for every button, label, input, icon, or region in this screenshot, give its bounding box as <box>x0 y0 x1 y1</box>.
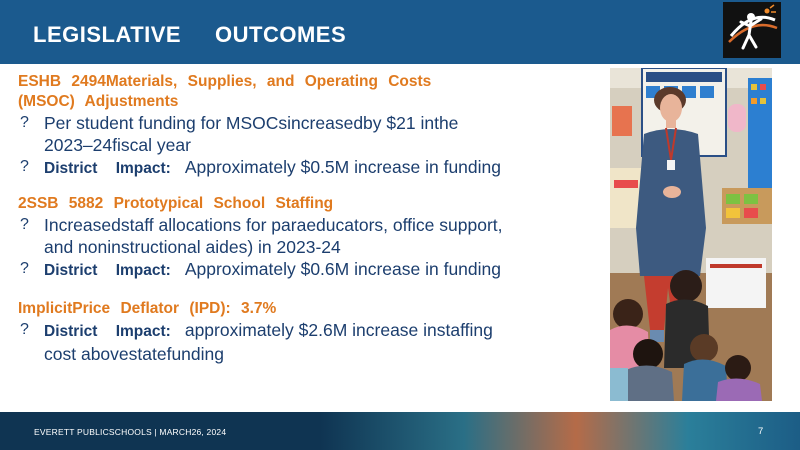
district-impact-label: District Impact: <box>44 262 171 279</box>
section-heading: 2SSB 5882 Prototypical School Staffing <box>18 195 334 212</box>
footer-org-date: EVERETT PUBLICSCHOOLS | MARCH26, 2024 <box>34 427 227 437</box>
bullet-marker-icon: ? <box>20 260 29 277</box>
bullet-text: Per student funding for MSOCsincreasedby $21 inthe <box>44 113 459 133</box>
bullet-marker-icon: ? <box>20 158 29 175</box>
slide-content <box>18 72 608 365</box>
district-impact-item <box>18 319 608 365</box>
bullet-marker-icon: ? <box>20 321 29 338</box>
logo-figure-icon <box>723 2 781 58</box>
footer-bar <box>0 412 800 450</box>
bullet-text-continued: and noninstructional aides) in 2023-24 <box>44 237 341 257</box>
district-impact-text: Approximately $0.5M increase in funding <box>184 157 501 177</box>
section-heading: ESHB 2494Materials, Supplies, and Operating Costs <box>18 73 432 90</box>
bullet-item <box>18 214 608 258</box>
district-impact-label: District Impact: <box>44 323 171 340</box>
classroom-teacher-image-icon <box>610 68 772 401</box>
section-ipd <box>18 299 608 365</box>
section-heading-continued: (MSOC) Adjustments <box>18 93 179 110</box>
slide-title-legislative: LEGISLATIVE <box>33 22 182 47</box>
bullet-item <box>18 112 608 156</box>
section-heading: ImplicitPrice Deflator (IPD): 3.7% <box>18 300 277 317</box>
bullet-text-continued: 2023–24fiscal year <box>44 135 191 155</box>
bullet-marker-icon: ? <box>20 114 29 131</box>
section-msoc <box>18 72 608 180</box>
page-number: 7 <box>758 426 764 437</box>
classroom-photo <box>610 68 772 401</box>
district-impact-text: Approximately $0.6M increase in funding <box>184 259 501 279</box>
section-staffing <box>18 194 608 282</box>
district-logo <box>723 2 781 58</box>
bullet-text: Increasedstaff allocations for paraeducators, office support, <box>44 215 503 235</box>
district-impact-item <box>18 156 608 180</box>
title-bar <box>0 0 800 64</box>
district-impact-item <box>18 258 608 282</box>
bullet-marker-icon: ? <box>20 216 29 233</box>
district-impact-text-continued: cost abovestatefunding <box>44 344 224 364</box>
district-impact-label: District Impact: <box>44 160 171 177</box>
district-impact-text: approximately $2.6M increase instaffing <box>184 320 493 340</box>
slide-title-outcomes: OUTCOMES <box>215 22 347 47</box>
